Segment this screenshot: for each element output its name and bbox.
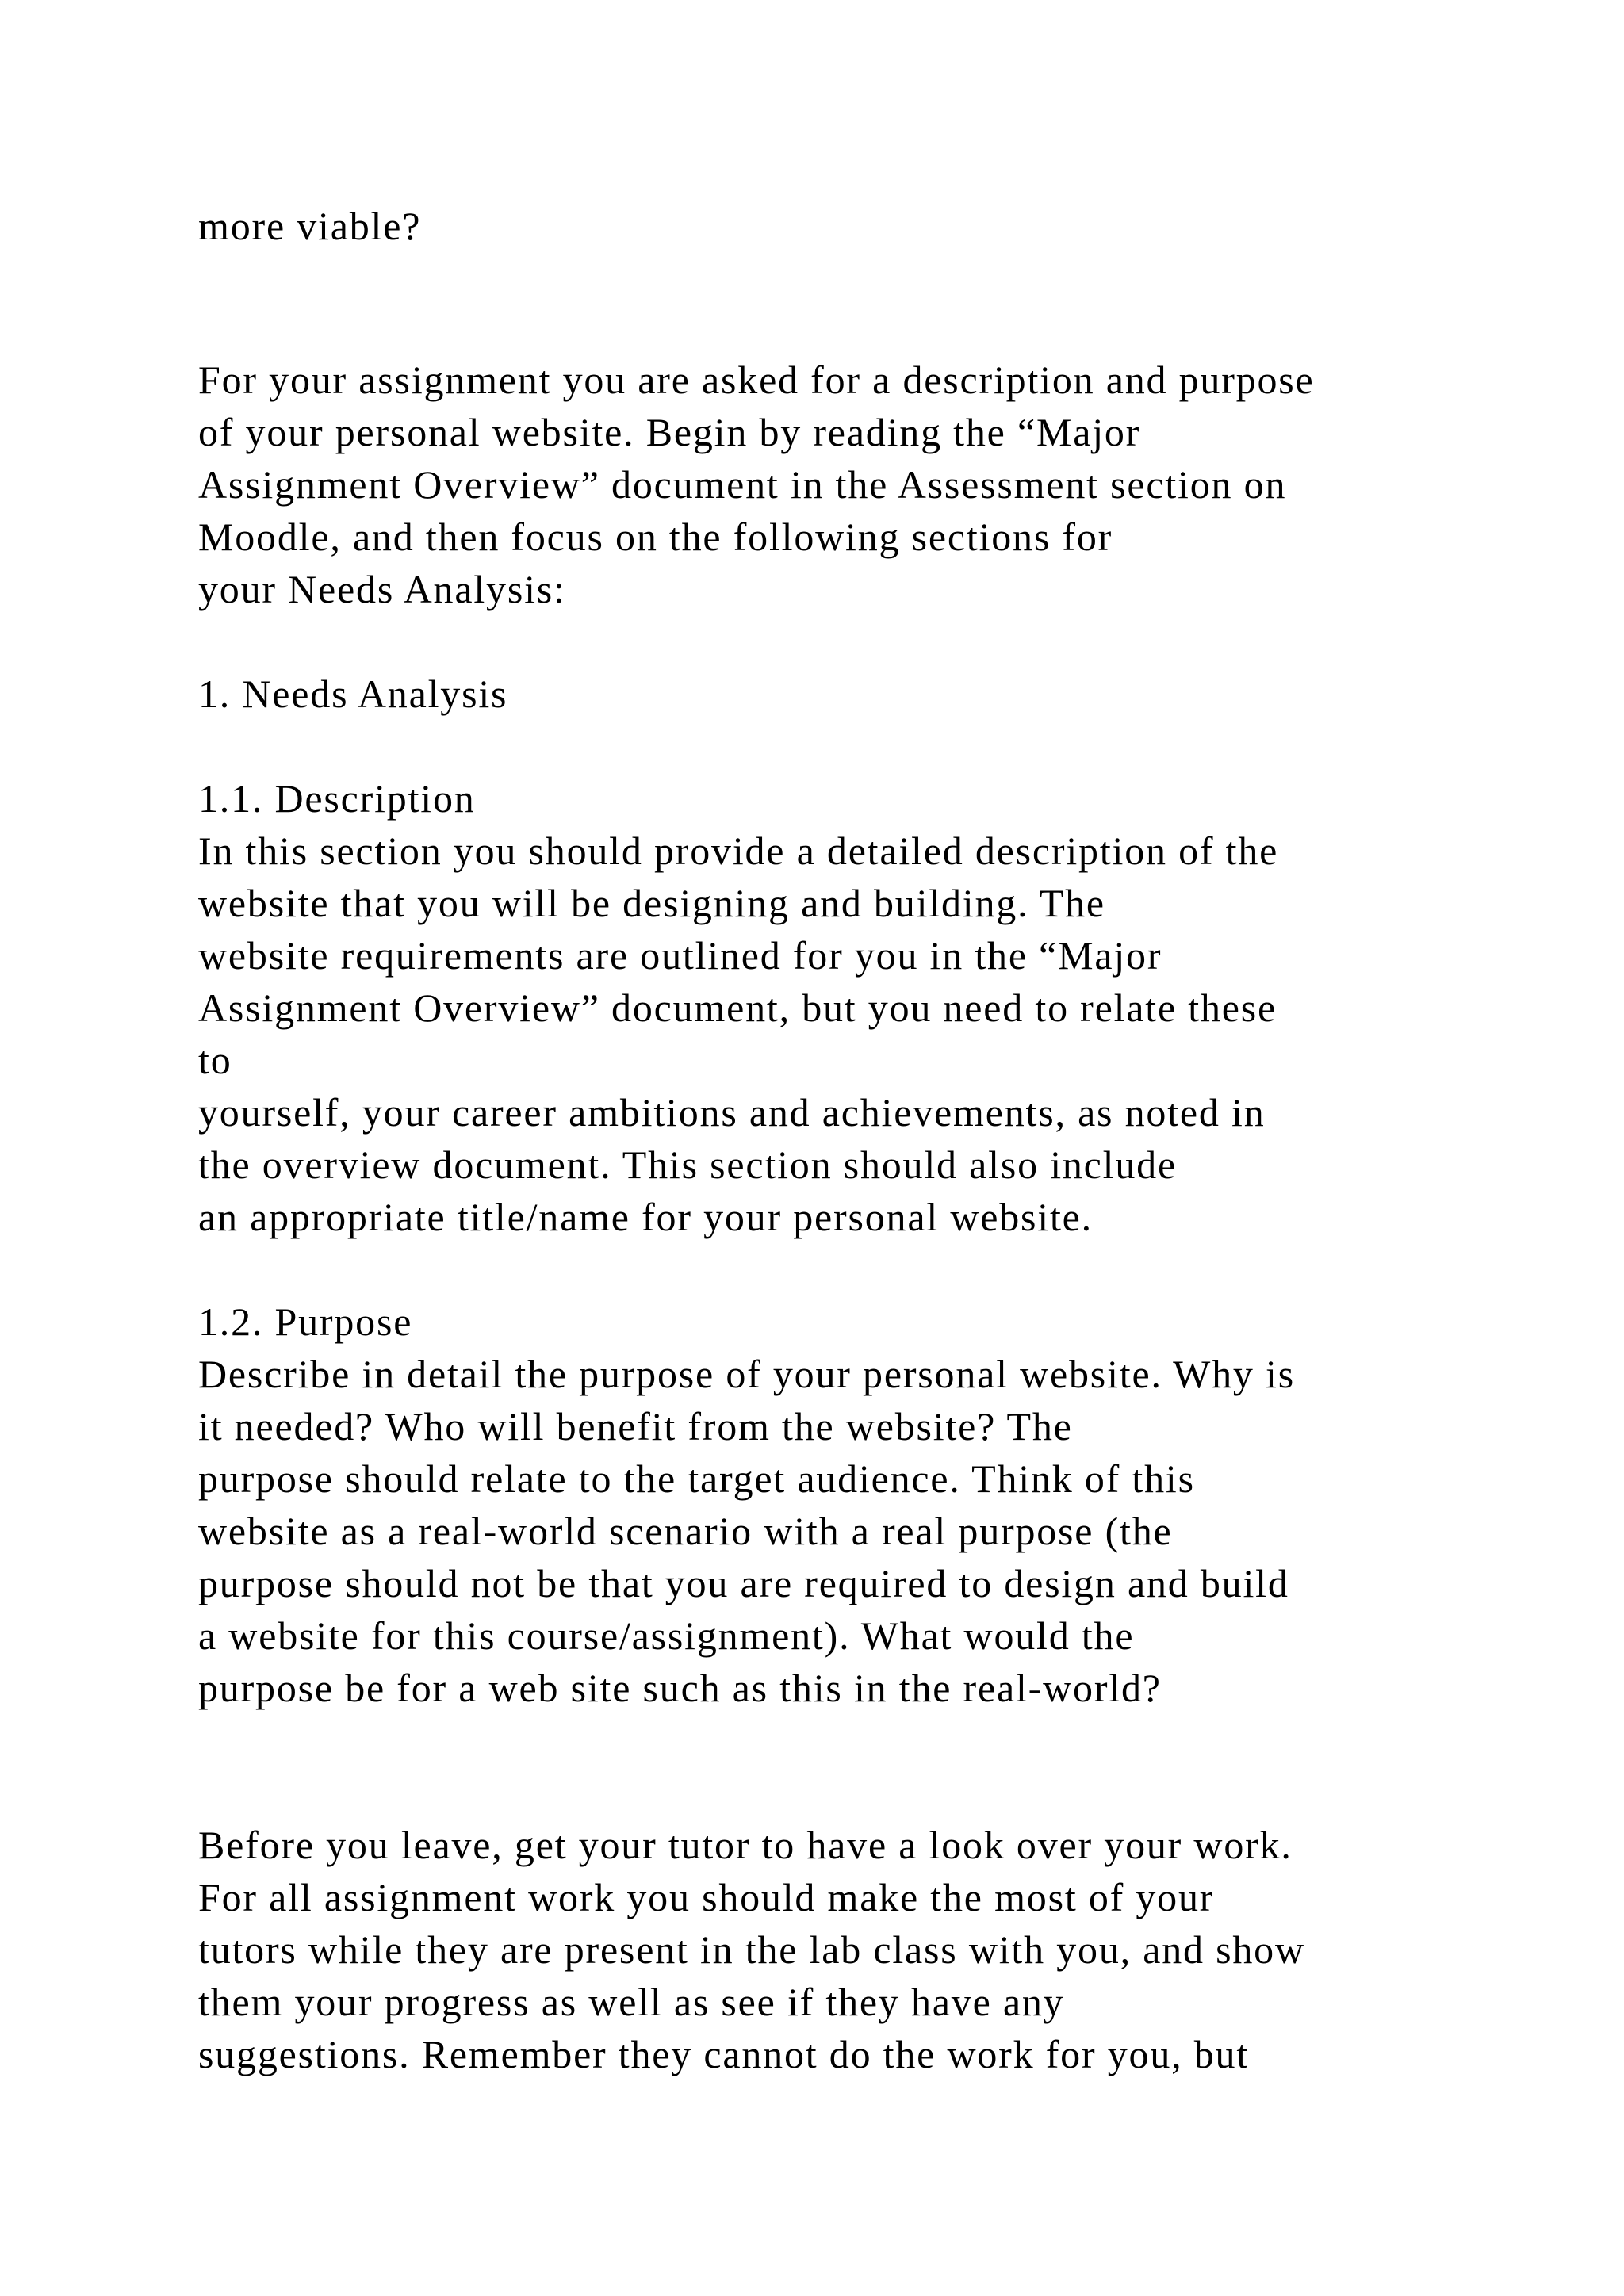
text-line: purpose should relate to the target audience. Think of this — [198, 1456, 1195, 1501]
text-line: an appropriate title/name for your personal website. — [198, 1195, 1093, 1239]
section-heading: 1. Needs Analysis — [198, 672, 508, 716]
text-line: Moodle, and then focus on the following sections for — [198, 515, 1113, 559]
text-line: the overview document. This section should also include — [198, 1142, 1177, 1187]
text-line: to — [198, 1038, 232, 1082]
text-line: tutors while they are present in the lab class with you, and show — [198, 1927, 1305, 1972]
text-line: website requirements are outlined for you in the “Major — [198, 933, 1162, 978]
text-line: For your assignment you are asked for a description and purpose — [198, 358, 1315, 402]
text-line: Describe in detail the purpose of your personal website. Why is — [198, 1352, 1295, 1396]
text-line: a website for this course/assignment). What would the — [198, 1613, 1135, 1658]
subsection-heading: 1.2. Purpose — [198, 1299, 413, 1344]
text-line: purpose be for a web site such as this in the real-world? — [198, 1666, 1162, 1710]
text-line: website that you will be designing and building. The — [198, 881, 1105, 925]
text-line: Before you leave, get your tutor to have a look over your work. — [198, 1823, 1293, 1867]
text-line: purpose should not be that you are required to design and build — [198, 1561, 1289, 1605]
text-line: Assignment Overview” document in the Assessment section on — [198, 462, 1287, 507]
text-line: them your progress as well as see if they have any — [198, 1980, 1065, 2024]
text-line: website as a real-world scenario with a real purpose (the — [198, 1509, 1173, 1553]
text-line: of your personal website. Begin by reading the “Major — [198, 410, 1141, 454]
text-line: your Needs Analysis: — [198, 567, 566, 611]
text-line: yourself, your career ambitions and achievements, as noted in — [198, 1090, 1266, 1135]
text-line: In this section you should provide a detailed description of the — [198, 828, 1279, 873]
subsection-heading: 1.1. Description — [198, 776, 476, 821]
text-line: it needed? Who will benefit from the website? The — [198, 1404, 1073, 1448]
text-line: more viable? — [198, 204, 422, 248]
text-line: For all assignment work you should make the most of your — [198, 1875, 1215, 1919]
text-line: suggestions. Remember they cannot do the work for you, but — [198, 2032, 1250, 2076]
text-line: Assignment Overview” document, but you need to relate these — [198, 985, 1277, 1030]
